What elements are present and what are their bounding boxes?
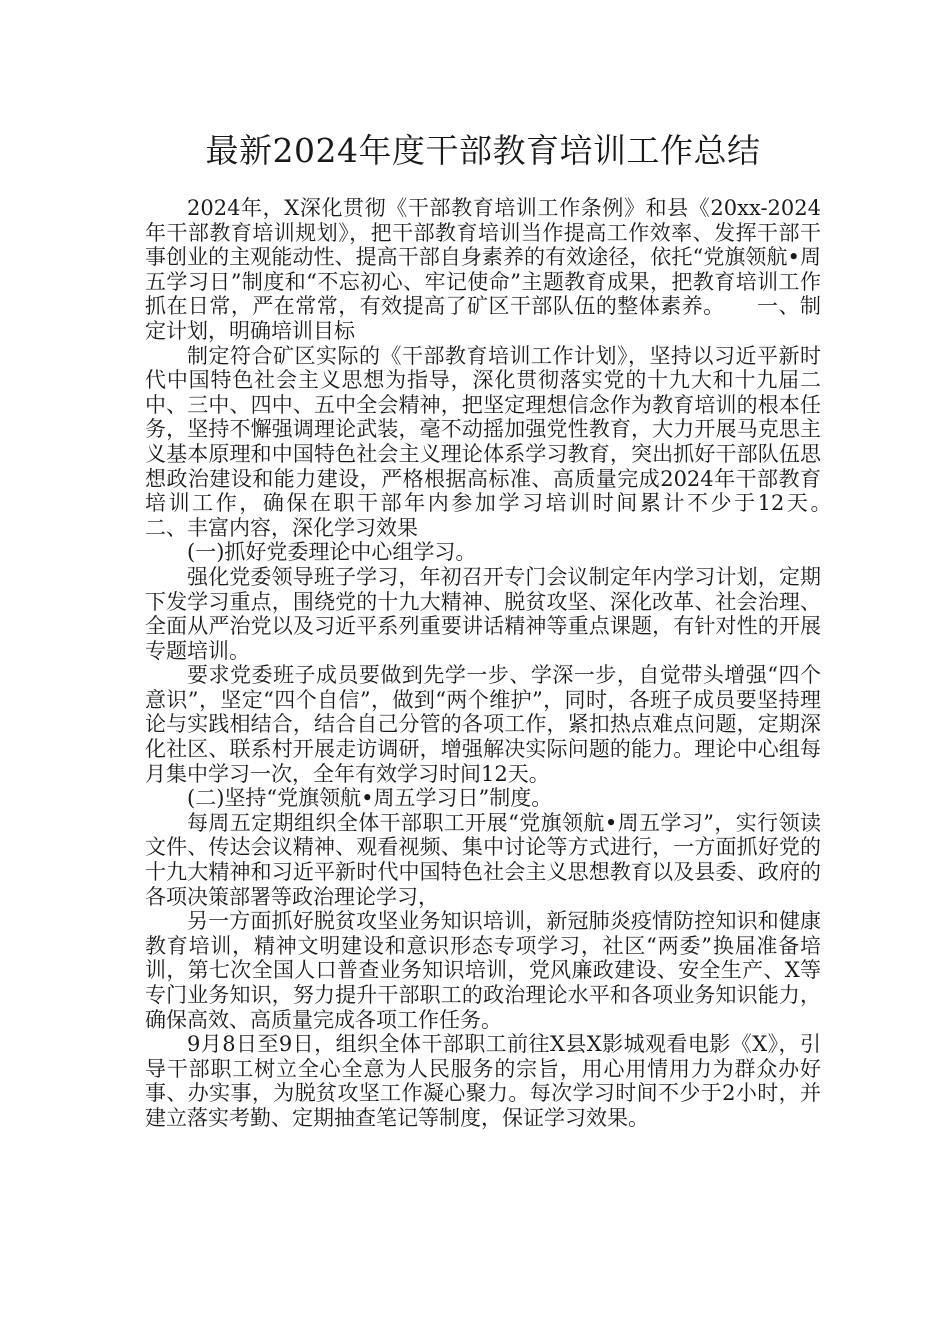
document-page [145, 126, 863, 1131]
paragraph-intro: 2024年，X深化贯彻《干部教育培训工作条例》和县《20xx-2024年干部教育培训规划》，把干部教育培训当作提高工作效率、发挥干部干事创业的主观能动性、提高干部自身素养的有效途径，依托“党旗领航•周五学习日”制度和“不忘初心、牢记使命”主题教育成果，把教育培训工作抓在日常，严在常常，有效提高了矿区干部队伍的整体素养。 一、制定计划，明确培训目标 [145, 196, 821, 343]
paragraph-movie-study: 9月8日至9日，组织全体干部职工前往X县X影城观看电影《X》，引导干部职工树立全心全意为人民服务的宗旨，用心用情用力为群众办好事、办实事，为脱贫攻坚工作凝心聚力。每次学习时间不少于2小时，并建立落实考勤、定期抽查笔记等制度，保证学习效果。 [145, 1032, 821, 1130]
section-heading-2: (二)坚持“党旗领航•周五学习日”制度。 [187, 786, 553, 811]
paragraph-plan: 制定符合矿区实际的《干部教育培训工作计划》，坚持以习近平新时代中国特色社会主义思想为指导，深化贯彻落实党的十九大和十九届二中、三中、四中、五中全会精神，把坚定理想信念作为教育培训的根本任务，坚持不懈强调理论武装，毫不动摇加强党性教育，大力开展马克思主义基本原理和中国特色社会主义理论体系学习教育，突出抓好干部队伍思想政治建设和能力建设，严格根据高标准、高质量完成2024年干部教育培训工作，确保在职干部年内参加学习培训时间累计不少于12天。 二、丰富内容，深化学习效果 [145, 343, 863, 540]
paragraph-committee-study: 强化党委领导班子学习，年初召开专门会议制定年内学习计划，定期下发学习重点，围绕党的十九大精神、脱贫攻坚、深化改革、社会治理、全面从严治党以及习近平系列重要讲话精神等重点课题，有针对性的开展专题培训。 [145, 564, 821, 663]
document-title: 最新2024年度干部教育培训工作总结 [205, 131, 761, 170]
paragraph-committee-members: 要求党委班子成员要做到先学一步、学深一步，自觉带头增强“四个意识”，坚定“四个自信”，做到“两个维护”，同时，各班子成员要坚持理论与实践相结合，结合自己分管的各项工作，紧扣热点难点问题，定期深化社区、联系村开展走访调研，增强解决实际问题的能力。理论中心组每月集中学习一次，全年有效学习时间12天。 [145, 663, 821, 786]
paragraph-business-training: 另一方面抓好脱贫攻坚业务知识培训，新冠肺炎疫情防控知识和健康教育培训，精神文明建设和意识形态专项学习，社区“两委”换届准备培训，第七次全国人口普查业务知识培训，党风廉政建设、安全生产、X等专门业务知识，努力提升干部职工的政治理论水平和各项业务知识能力，确保高效、高质量完成各项工作任务。 [145, 909, 821, 1032]
paragraph-friday-study: 每周五定期组织全体干部职工开展“党旗领航•周五学习”，实行领读文件、传达会议精神、观看视频、集中讨论等方式进行，一方面抓好党的十九大精神和习近平新时代中国特色社会主义思想教育以及县委、政府的各项决策部署等政治理论学习， [145, 810, 821, 909]
document-body [145, 196, 863, 1131]
section-heading-1: (一)抓好党委理论中心组学习。 [187, 540, 477, 565]
